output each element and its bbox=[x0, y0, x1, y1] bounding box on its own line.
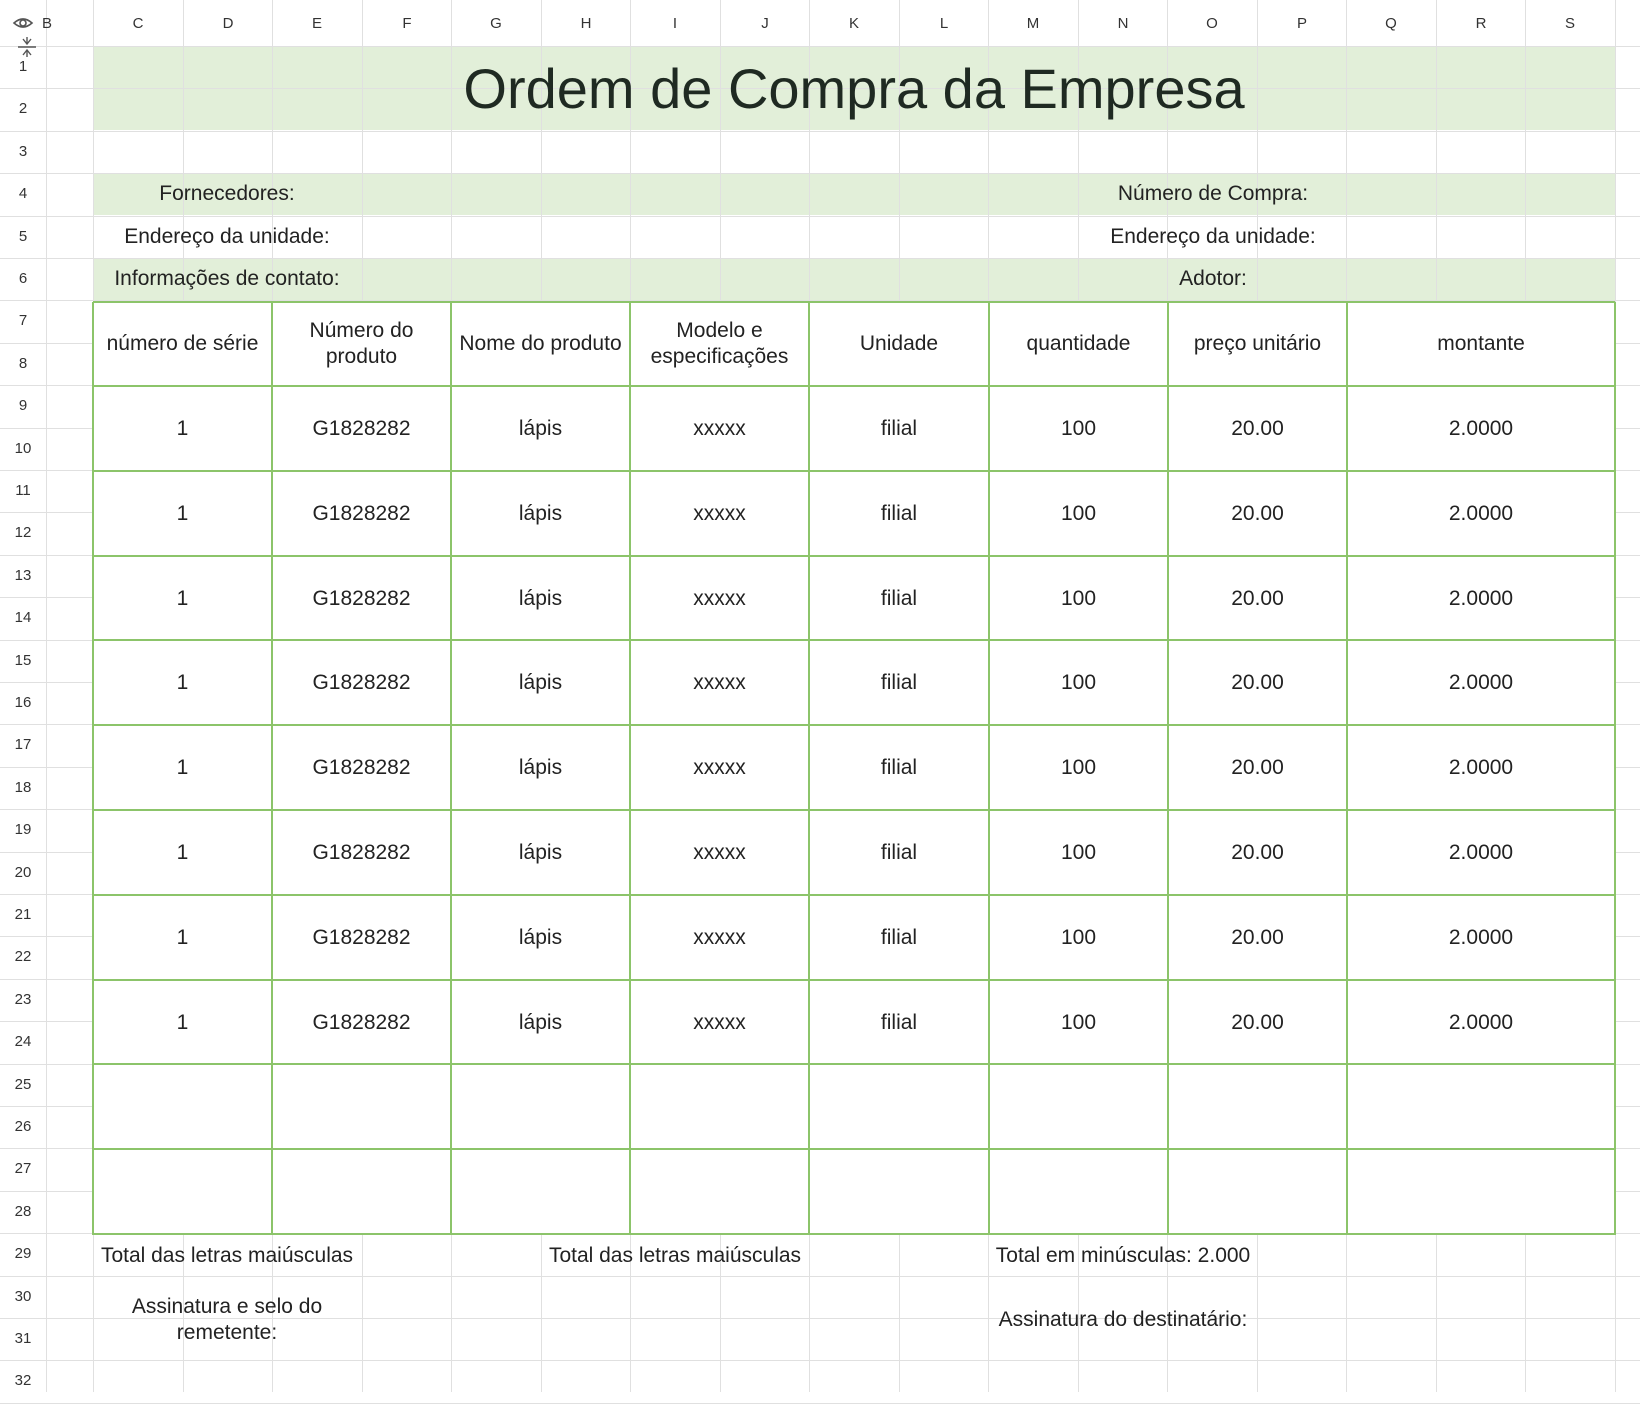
row-header[interactable]: 14 bbox=[14, 609, 32, 626]
table-border-vertical bbox=[808, 302, 810, 1235]
table-cell[interactable]: filial bbox=[880, 416, 918, 440]
table-cell[interactable]: 2.0000 bbox=[1448, 416, 1514, 440]
column-header[interactable]: H bbox=[580, 15, 592, 32]
row-header[interactable]: 17 bbox=[14, 736, 32, 753]
row-header[interactable]: 15 bbox=[14, 652, 32, 669]
table-cell[interactable]: filial bbox=[880, 1010, 918, 1034]
row-header[interactable]: 12 bbox=[14, 524, 32, 541]
table-cell[interactable]: 100 bbox=[1060, 925, 1097, 949]
table-cell[interactable] bbox=[451, 1149, 630, 1234]
table-header-cell[interactable]: preço unitário bbox=[1193, 332, 1322, 355]
table-border-vertical bbox=[629, 302, 631, 1235]
table-cell[interactable]: lápis bbox=[518, 840, 563, 864]
table-border-horizontal bbox=[93, 639, 1615, 641]
table-cell[interactable]: G1828282 bbox=[312, 670, 411, 694]
table-cell[interactable] bbox=[989, 1064, 1168, 1149]
eye-icon[interactable] bbox=[12, 12, 34, 34]
table-cell[interactable] bbox=[809, 1064, 989, 1149]
column-header[interactable]: M bbox=[1026, 15, 1040, 32]
table-cell[interactable]: 2.0000 bbox=[1448, 501, 1514, 525]
suppliers-label[interactable]: Fornecedores: bbox=[159, 182, 295, 205]
table-cell[interactable]: lápis bbox=[518, 755, 563, 779]
table-cell[interactable]: 100 bbox=[1060, 840, 1097, 864]
row-header[interactable]: 26 bbox=[14, 1118, 32, 1135]
table-border-vertical bbox=[1167, 302, 1169, 1235]
total-uppercase-2[interactable]: Total das letras maiúsculas bbox=[548, 1244, 802, 1267]
row-header[interactable]: 24 bbox=[14, 1033, 32, 1050]
table-cell[interactable] bbox=[272, 1149, 451, 1234]
row-header[interactable]: 2 bbox=[18, 100, 28, 117]
unit-address-label-left[interactable]: Endereço da unidade: bbox=[124, 225, 330, 248]
table-border-horizontal bbox=[93, 1063, 1615, 1065]
row-header[interactable]: 29 bbox=[14, 1245, 32, 1262]
table-border-horizontal bbox=[93, 555, 1615, 557]
column-header[interactable]: L bbox=[939, 15, 949, 32]
column-header[interactable]: G bbox=[490, 15, 502, 32]
table-border-horizontal bbox=[93, 979, 1615, 981]
row-header[interactable]: 30 bbox=[14, 1288, 32, 1305]
row-header[interactable]: 1 bbox=[18, 58, 28, 75]
table-cell[interactable]: xxxxx bbox=[693, 501, 746, 525]
row-header[interactable]: 28 bbox=[14, 1203, 32, 1220]
column-header[interactable]: S bbox=[1564, 15, 1575, 32]
table-cell[interactable]: lápis bbox=[518, 670, 563, 694]
row-header[interactable]: 23 bbox=[14, 991, 32, 1008]
row-header[interactable]: 27 bbox=[14, 1160, 32, 1177]
table-cell[interactable]: 20.00 bbox=[1231, 925, 1284, 949]
row-header[interactable]: 4 bbox=[18, 185, 28, 202]
table-cell[interactable]: G1828282 bbox=[312, 501, 411, 525]
table-cell[interactable] bbox=[451, 1064, 630, 1149]
adopter-label[interactable]: Adotor: bbox=[1179, 267, 1247, 290]
total-lowercase[interactable]: Total em minúsculas: 2.000 bbox=[995, 1244, 1251, 1267]
column-header[interactable]: K bbox=[848, 15, 859, 32]
table-cell[interactable]: G1828282 bbox=[312, 586, 411, 610]
column-header[interactable]: N bbox=[1117, 15, 1129, 32]
table-cell[interactable]: lápis bbox=[518, 416, 563, 440]
row-header[interactable]: 31 bbox=[14, 1330, 32, 1347]
table-cell[interactable]: filial bbox=[880, 501, 918, 525]
table-header-cell[interactable]: número de série bbox=[106, 332, 259, 355]
column-header[interactable]: B bbox=[41, 15, 52, 32]
table-border-horizontal bbox=[93, 809, 1615, 811]
grid-hline bbox=[0, 131, 1640, 132]
contact-info-label[interactable]: Informações de contato: bbox=[114, 267, 340, 290]
column-header[interactable]: Q bbox=[1385, 15, 1397, 32]
table-cell[interactable]: xxxxx bbox=[693, 670, 746, 694]
table-border-vertical bbox=[450, 302, 452, 1235]
table-cell[interactable]: 20.00 bbox=[1231, 1010, 1284, 1034]
column-header[interactable]: C bbox=[132, 15, 144, 32]
table-cell[interactable]: 100 bbox=[1060, 416, 1097, 440]
table-cell[interactable]: 20.00 bbox=[1231, 840, 1284, 864]
table-cell[interactable]: 100 bbox=[1060, 755, 1097, 779]
table-cell[interactable]: xxxxx bbox=[693, 1010, 746, 1034]
table-border-horizontal bbox=[93, 894, 1615, 896]
column-header[interactable]: D bbox=[222, 15, 234, 32]
row-header[interactable]: 22 bbox=[14, 948, 32, 965]
page-title[interactable]: Ordem de Compra da Empresa bbox=[463, 56, 1245, 120]
table-header-cell[interactable]: Modelo e especificações bbox=[650, 319, 789, 368]
column-header[interactable]: E bbox=[311, 15, 322, 32]
table-border-vertical bbox=[1614, 302, 1616, 1235]
table-cell[interactable] bbox=[272, 1064, 451, 1149]
table-cell[interactable]: 1 bbox=[176, 501, 189, 525]
table-cell[interactable]: 2.0000 bbox=[1448, 840, 1514, 864]
row-header[interactable]: 25 bbox=[14, 1076, 32, 1093]
table-border-horizontal bbox=[93, 1148, 1615, 1150]
table-cell[interactable]: xxxxx bbox=[693, 755, 746, 779]
table-border-horizontal bbox=[93, 385, 1615, 387]
total-uppercase-1[interactable]: Total das letras maiúsculas bbox=[100, 1244, 354, 1267]
table-cell[interactable] bbox=[1168, 1149, 1347, 1234]
table-cell[interactable]: 1 bbox=[176, 1010, 189, 1034]
table-cell[interactable]: filial bbox=[880, 840, 918, 864]
row-header[interactable]: 5 bbox=[18, 228, 28, 245]
table-cell[interactable]: G1828282 bbox=[312, 925, 411, 949]
table-cell[interactable]: filial bbox=[880, 670, 918, 694]
table-header-cell[interactable]: Unidade bbox=[859, 332, 939, 355]
column-header[interactable]: J bbox=[761, 15, 769, 32]
table-cell[interactable]: 2.0000 bbox=[1448, 670, 1514, 694]
table-cell[interactable]: lápis bbox=[518, 586, 563, 610]
table-cell[interactable]: G1828282 bbox=[312, 1010, 411, 1034]
sender-signature[interactable]: Assinatura e selo do remetente: bbox=[131, 1295, 323, 1344]
table-cell[interactable] bbox=[809, 1149, 989, 1234]
column-header[interactable]: O bbox=[1206, 15, 1218, 32]
row-header[interactable]: 9 bbox=[18, 397, 28, 414]
table-cell[interactable]: xxxxx bbox=[693, 416, 746, 440]
table-cell[interactable]: filial bbox=[880, 755, 918, 779]
table-cell[interactable]: filial bbox=[880, 586, 918, 610]
grid-vline bbox=[46, 0, 47, 1392]
table-border-horizontal bbox=[93, 301, 1615, 303]
table-header-cell[interactable]: Número do produto bbox=[309, 319, 414, 368]
table-cell[interactable]: G1828282 bbox=[312, 755, 411, 779]
table-cell[interactable]: 1 bbox=[176, 755, 189, 779]
row-header[interactable]: 18 bbox=[14, 779, 32, 796]
table-cell[interactable]: 2.0000 bbox=[1448, 925, 1514, 949]
table-cell[interactable]: 1 bbox=[176, 586, 189, 610]
table-cell[interactable]: 100 bbox=[1060, 670, 1097, 694]
table-cell[interactable] bbox=[989, 1149, 1168, 1234]
table-cell[interactable] bbox=[630, 1149, 809, 1234]
table-border-vertical bbox=[92, 302, 94, 1235]
row-header[interactable]: 6 bbox=[18, 270, 28, 287]
table-cell[interactable]: 20.00 bbox=[1231, 755, 1284, 779]
table-cell[interactable]: 20.00 bbox=[1231, 586, 1284, 610]
table-cell[interactable]: 2.0000 bbox=[1448, 1010, 1514, 1034]
row-header[interactable]: 21 bbox=[14, 906, 32, 923]
row-header[interactable]: 3 bbox=[18, 143, 28, 160]
table-cell[interactable]: G1828282 bbox=[312, 416, 411, 440]
table-cell[interactable]: 1 bbox=[176, 925, 189, 949]
column-header[interactable]: P bbox=[1296, 15, 1307, 32]
table-cell[interactable]: xxxxx bbox=[693, 586, 746, 610]
table-cell[interactable]: G1828282 bbox=[312, 840, 411, 864]
table-cell[interactable]: lápis bbox=[518, 501, 563, 525]
column-header[interactable]: I bbox=[672, 15, 678, 32]
table-cell[interactable]: 100 bbox=[1060, 586, 1097, 610]
table-cell[interactable]: 2.0000 bbox=[1448, 755, 1514, 779]
freeze-icon[interactable] bbox=[16, 36, 38, 58]
table-cell[interactable]: xxxxx bbox=[693, 840, 746, 864]
table-border-vertical bbox=[988, 302, 990, 1235]
table-header-cell[interactable]: Nome do produto bbox=[459, 332, 622, 355]
table-cell[interactable] bbox=[93, 1064, 272, 1149]
table-cell[interactable]: lápis bbox=[518, 925, 563, 949]
table-cell[interactable]: filial bbox=[880, 925, 918, 949]
table-cell[interactable] bbox=[1168, 1064, 1347, 1149]
row-header[interactable]: 8 bbox=[18, 355, 28, 372]
table-border-horizontal bbox=[93, 724, 1615, 726]
table-cell[interactable] bbox=[630, 1064, 809, 1149]
row-header[interactable]: 13 bbox=[14, 567, 32, 584]
column-header[interactable]: R bbox=[1475, 15, 1487, 32]
row-header[interactable]: 10 bbox=[14, 440, 32, 457]
column-header[interactable]: F bbox=[402, 15, 412, 32]
row-header[interactable]: 16 bbox=[14, 694, 32, 711]
table-cell[interactable]: 1 bbox=[176, 670, 189, 694]
table-border-vertical bbox=[271, 302, 273, 1235]
table-header-cell[interactable]: quantidade bbox=[1026, 332, 1131, 355]
table-header-cell[interactable]: montante bbox=[1437, 332, 1525, 355]
table-cell[interactable] bbox=[93, 1149, 272, 1234]
table-cell[interactable]: 20.00 bbox=[1231, 670, 1284, 694]
table-cell[interactable] bbox=[1347, 1149, 1615, 1234]
table-cell[interactable] bbox=[1347, 1064, 1615, 1149]
table-cell[interactable]: 2.0000 bbox=[1448, 586, 1514, 610]
table-border-vertical bbox=[1346, 302, 1348, 1235]
table-cell[interactable]: 1 bbox=[176, 840, 189, 864]
row-header[interactable]: 20 bbox=[14, 864, 32, 881]
purchase-number-label[interactable]: Número de Compra: bbox=[1117, 182, 1309, 205]
table-border-horizontal bbox=[93, 470, 1615, 472]
unit-address-label-right[interactable]: Endereço da unidade: bbox=[1110, 225, 1316, 248]
row-header[interactable]: 7 bbox=[18, 312, 28, 329]
row-header[interactable]: 19 bbox=[14, 821, 32, 838]
table-cell[interactable]: 20.00 bbox=[1231, 501, 1284, 525]
table-cell[interactable]: 1 bbox=[176, 416, 189, 440]
recipient-signature[interactable]: Assinatura do destinatário: bbox=[998, 1308, 1248, 1331]
table-cell[interactable]: 100 bbox=[1060, 1010, 1097, 1034]
row-header[interactable]: 32 bbox=[14, 1372, 32, 1389]
table-cell[interactable]: 100 bbox=[1060, 501, 1097, 525]
table-cell[interactable]: xxxxx bbox=[693, 925, 746, 949]
table-cell[interactable]: 20.00 bbox=[1231, 416, 1284, 440]
table-cell[interactable]: lápis bbox=[518, 1010, 563, 1034]
row-header[interactable]: 11 bbox=[15, 482, 31, 499]
